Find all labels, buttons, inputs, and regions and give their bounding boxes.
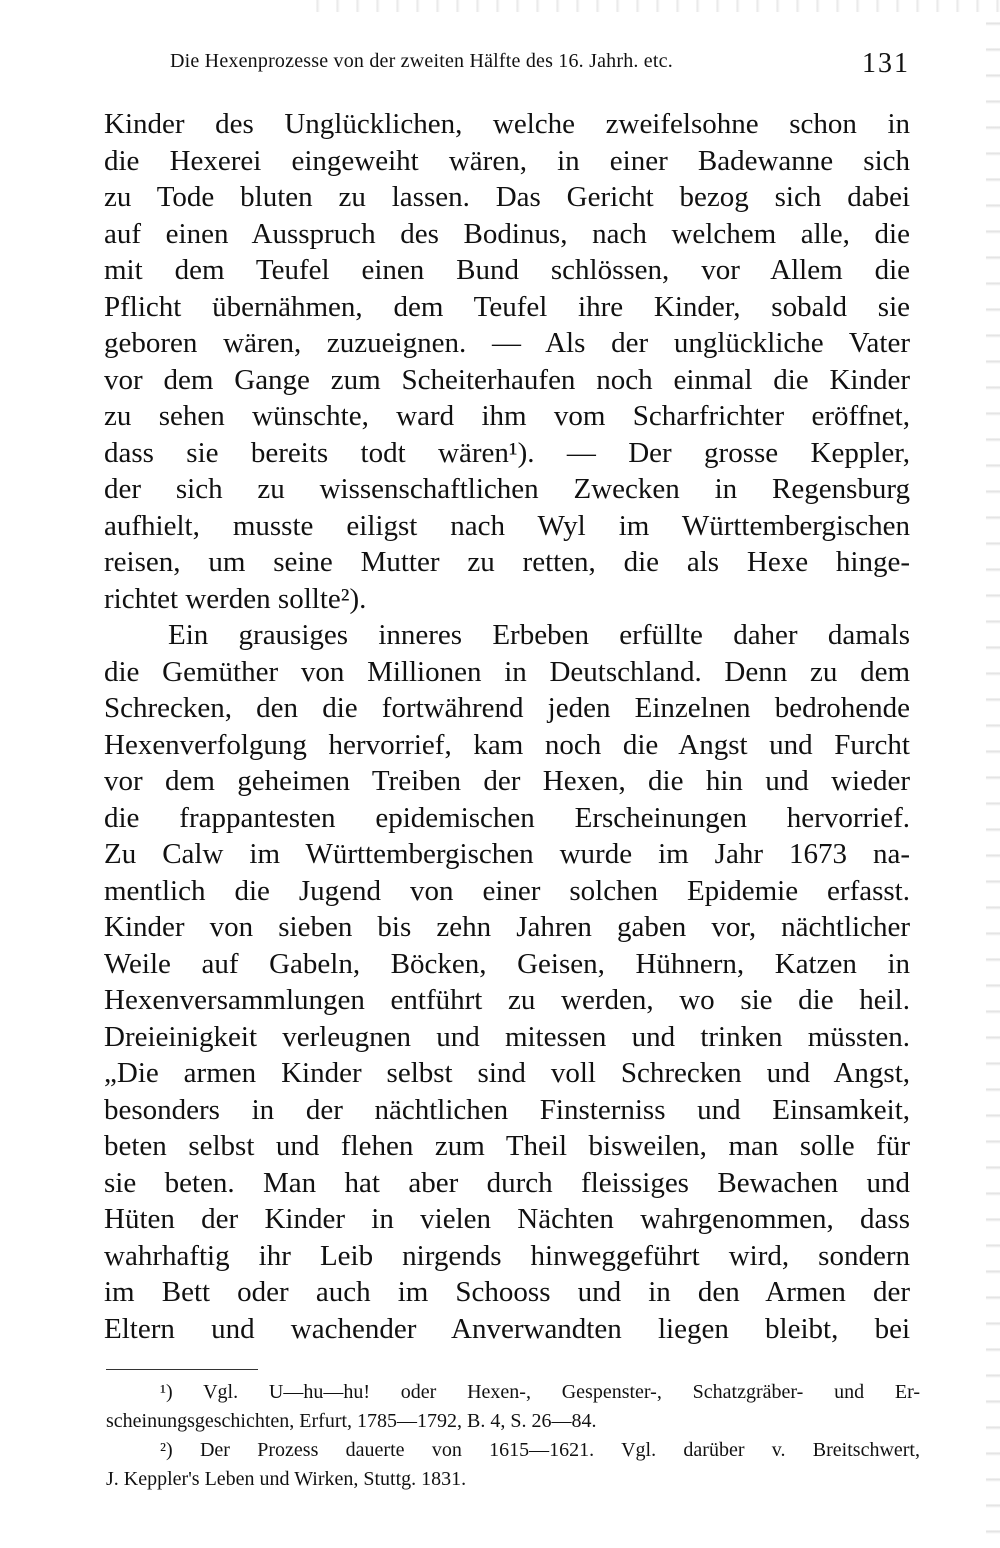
- running-title: Die Hexenprozesse von der zweiten Hälfte des 16. Jahrh. etc.: [170, 50, 673, 72]
- text-line: geboren wären, zuzueignen. — Als der unglückliche Vater: [104, 327, 910, 359]
- text-line: „Die armen Kinder selbst sind voll Schrecken und Angst,: [104, 1057, 910, 1089]
- text-line: mentlich die Jugend von einer solchen Epidemie erfasst.: [104, 874, 910, 907]
- footnote-line: ²) Der Prozess dauerte von 1615—1621. Vgl. darüber v. Breitschwert,: [160, 1439, 920, 1461]
- footnote-divider: [106, 1369, 258, 1370]
- text-line: richtet werden sollte²).: [104, 582, 367, 615]
- text-line: die Gemüther von Millionen in Deutschland. Denn zu dem: [104, 655, 910, 688]
- text-line: Hexenversammlungen entführt zu werden, wo sie die heil.: [104, 984, 910, 1016]
- text-line: vor dem geheimen Treiben der Hexen, die hin und wieder: [104, 765, 910, 797]
- text-line: Schrecken, den die fortwährend jeden Einzelnen bedrohende: [104, 692, 910, 724]
- text-line: zu Tode bluten zu lassen. Das Gericht bezog sich dabei: [104, 181, 910, 213]
- paragraph-start-line: Ein grausiges inneres Erbeben erfüllte daher damals: [168, 619, 910, 651]
- scan-noise-right-edge: [986, 0, 1000, 1548]
- text-line: aufhielt, musste eiligst nach Wyl im Württembergischen: [104, 509, 910, 542]
- text-line: zu sehen wünschte, ward ihm vom Scharfrichter eröffnet,: [104, 400, 910, 432]
- text-line: Kinder von sieben bis zehn Jahren gaben vor, nächtlicher: [104, 911, 910, 943]
- text-line: Weile auf Gabeln, Böcken, Geisen, Hühnern, Katzen in: [104, 947, 910, 980]
- text-line: sie beten. Man hat aber durch fleissiges Bewachen und: [104, 1166, 910, 1199]
- text-line: beten selbst und flehen zum Theil bisweilen, man solle für: [104, 1130, 910, 1162]
- text-line: reisen, um seine Mutter zu retten, die als Hexe hinge-: [104, 546, 910, 578]
- footnotes: [106, 1378, 920, 1494]
- text-line: Eltern und wachender Anverwandten liegen bleibt, bei: [104, 1312, 910, 1345]
- footnote-line: scheinungsgeschichten, Erfurt, 1785—1792, B. 4, S. 26—84.: [106, 1410, 597, 1432]
- body-text: [104, 106, 910, 1347]
- page-header: [170, 44, 910, 84]
- text-line: Dreieinigkeit verleugnen und mitessen und trinken müssten.: [104, 1020, 910, 1053]
- text-line: dass sie bereits todt wären¹). — Der grosse Keppler,: [104, 436, 910, 469]
- scan-noise-top: [300, 0, 1000, 12]
- text-line: wahrhaftig ihr Leib nirgends hinweggeführt wird, sondern: [104, 1239, 910, 1272]
- footnote-line: J. Keppler's Leben und Wirken, Stuttg. 1831.: [106, 1468, 467, 1490]
- page-number: 131: [862, 48, 910, 79]
- text-line: im Bett oder auch im Schooss und in den Armen der: [104, 1276, 910, 1308]
- text-line: Pflicht übernähmen, dem Teufel ihre Kinder, sobald sie: [104, 290, 910, 323]
- text-line: die Hexerei eingeweiht wären, in einer Badewanne sich: [104, 144, 910, 177]
- text-line: auf einen Ausspruch des Bodinus, nach welchem alle, die: [104, 217, 910, 250]
- text-line: vor dem Gange zum Scheiterhaufen noch einmal die Kinder: [104, 363, 910, 396]
- text-line: die frappantesten epidemischen Erscheinungen hervorrief.: [104, 801, 910, 834]
- text-line: der sich zu wissenschaftlichen Zwecken in Regensburg: [104, 473, 910, 505]
- text-line: mit dem Teufel einen Bund schlössen, vor Allem die: [104, 254, 910, 286]
- text-line: Kinder des Unglücklichen, welche zweifelsohne schon in: [104, 108, 910, 140]
- text-line: besonders in der nächtlichen Finsterniss und Einsamkeit,: [104, 1093, 910, 1126]
- footnote-line: ¹) Vgl. U—hu—hu! oder Hexen-, Gespenster-, Schatzgräber- und Er-: [160, 1381, 920, 1403]
- text-line: Hüten der Kinder in vielen Nächten wahrgenommen, dass: [104, 1203, 910, 1235]
- text-line: Hexenverfolgung hervorrief, kam noch die Angst und Furcht: [104, 728, 910, 761]
- text-line: Zu Calw im Württembergischen wurde im Jahr 1673 na-: [104, 838, 910, 870]
